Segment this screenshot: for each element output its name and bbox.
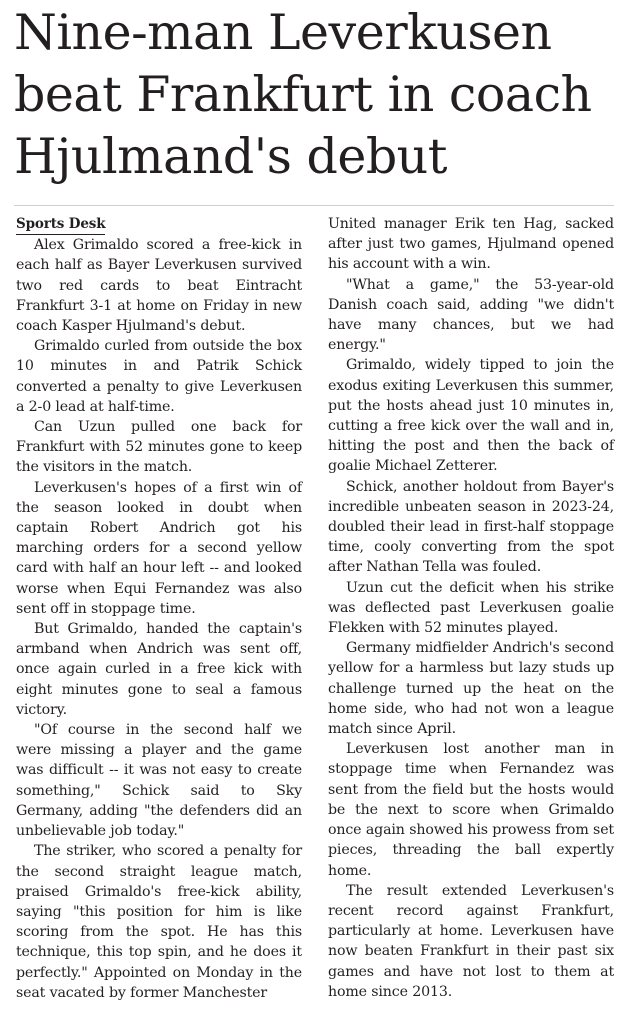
headline-line-2: beat Frankfurt in coach xyxy=(14,66,592,123)
headline-line-3: Hjulmand's debut xyxy=(14,128,447,185)
byline: Sports Desk xyxy=(16,214,105,235)
paragraph: Leverkusen lost another man in stoppage time when Fernandez was sent from the field but the hosts would be the next to score when Grimaldo once again showed his prowess from set pieces, threading the ball expertly home. xyxy=(328,741,614,879)
paragraph: Grimaldo curled from outside the box 10 minutes in and Patrik Schick converted a penalty to give Leverkusen a 2-0 lead at half-time. xyxy=(16,338,302,415)
headline xyxy=(14,2,620,188)
paragraph: The striker, who scored a penalty for the second straight league match, praised Grimaldo's free-kick ability, saying "this position for him is like scoring from the spot. He has this technique, this top spin, and he does it perfectly." Appointed on Monday in the seat vacated by former Manchester xyxy=(16,843,302,1001)
paragraph: "Of course in the second half we were missing a player and the game was difficult -- it was not easy to create something," Schick said to Sky Germany, adding "the defenders did an unbelievable job today." xyxy=(16,722,302,840)
article-column-right xyxy=(328,214,614,1002)
paragraph: Uzun cut the deficit when his strike was deflected past Leverkusen goalie Flekken with 52 minutes played. xyxy=(328,579,614,637)
paragraph: "What a game," the 53-year-old Danish coach said, adding "we didn't have many chances, but we had energy." xyxy=(328,276,614,354)
paragraph: Can Uzun pulled one back for Frankfurt with 52 minutes gone to keep the visitors in the match. xyxy=(16,419,302,476)
paragraph: Grimaldo, widely tipped to join the exodus exiting Leverkusen this summer, put the hosts ahead just 10 minutes in, cutting a free kick over the wall and in, hitting the post and then the back of goalie Michael Zetterer. xyxy=(328,357,614,475)
paragraph: Alex Grimaldo scored a free-kick in each half as Bayer Leverkusen survived two red cards to beat Eintracht Frankfurt 3-1 at home on Friday in new coach Kasper Hjulmand's debut. xyxy=(16,237,302,335)
paragraph: Schick, another holdout from Bayer's incredible unbeaten season in 2023-24, doubled their lead in first-half stoppage time, cooly converting from the spot after Nathan Tella was fouled. xyxy=(328,478,614,576)
paragraph: The result extended Leverkusen's recent record against Frankfurt, particularly at home. Leverkusen have now beaten Frankfurt in their past six games and have not lost to them at home since 2013. xyxy=(328,882,614,1000)
headline-line-1: Nine-man Leverkusen xyxy=(14,4,552,61)
paragraph: But Grimaldo, handed the captain's armband when Andrich was sent off, once again curled in a free kick with eight minutes gone to seal a famous victory. xyxy=(16,621,302,718)
headline-divider xyxy=(14,205,614,206)
paragraph: Leverkusen's hopes of a first win of the season looked in doubt when captain Robert Andrich got his marching orders for a second yellow card with half an hour left -- and looked worse when Equi Fernandez was also sent off in stoppage time. xyxy=(16,479,302,617)
paragraph-continued: United manager Erik ten Hag, sacked after just two games, Hjulmand opened his account with a win. xyxy=(328,216,614,273)
paragraph: Germany midfielder Andrich's second yellow for a harmless but lazy studs up challenge turned up the heat on the home side, who had not won a league match since April. xyxy=(328,640,614,738)
article-column-left xyxy=(16,214,302,1003)
